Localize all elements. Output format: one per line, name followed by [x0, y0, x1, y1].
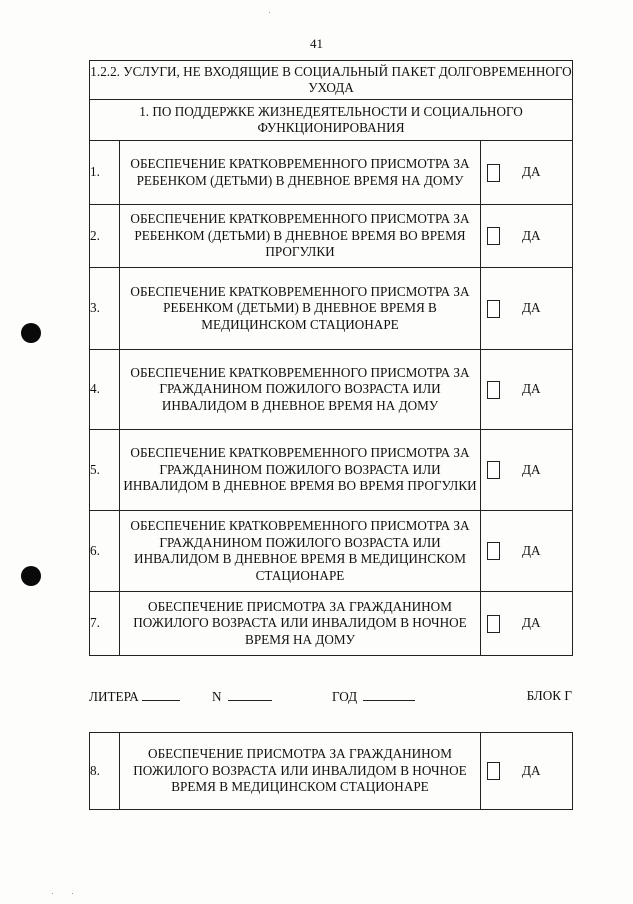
yes-checkbox[interactable]	[487, 227, 500, 245]
service-description: ОБЕСПЕЧЕНИЕ КРАТКОВРЕМЕННОГО ПРИСМОТРА ЗА ГРАЖДАНИНОМ ПОЖИЛОГО ВОЗРАСТА ИЛИ ИНВАЛИДОМ В ДНЕВНОЕ ВРЕМЯ В МЕДИЦИНСКОМ СТАЦИОНАРЕ	[120, 511, 481, 592]
service-row	[90, 733, 573, 810]
yes-checkbox[interactable]	[487, 461, 500, 479]
yes-label: ДА	[522, 461, 541, 477]
row-number: 2.	[90, 205, 120, 268]
punch-hole-bottom	[21, 566, 41, 586]
yes-label: ДА	[522, 164, 541, 180]
yes-label: ДА	[522, 300, 541, 316]
yes-label: ДА	[522, 227, 541, 243]
service-description: ОБЕСПЕЧЕНИЕ ПРИСМОТРА ЗА ГРАЖДАНИНОМ ПОЖИЛОГО ВОЗРАСТА ИЛИ ИНВАЛИДОМ В НОЧНОЕ ВРЕМЯ НА ДОМУ	[120, 592, 481, 656]
yes-checkbox[interactable]	[487, 300, 500, 318]
service-row	[90, 511, 573, 592]
section-title: 1.2.2. УСЛУГИ, НЕ ВХОДЯЩИЕ В СОЦИАЛЬНЫЙ ПАКЕТ ДОЛГОВРЕМЕННОГО УХОДА	[90, 61, 573, 100]
punch-hole-top	[21, 323, 41, 343]
yes-checkbox[interactable]	[487, 164, 500, 182]
row-number: 5.	[90, 430, 120, 511]
service-row	[90, 205, 573, 268]
block-label: БЛОК Г	[526, 688, 572, 703]
page-number: 41	[310, 36, 323, 51]
yes-label: ДА	[522, 615, 541, 631]
yes-checkbox[interactable]	[487, 381, 500, 399]
service-description: ОБЕСПЕЧЕНИЕ КРАТКОВРЕМЕННОГО ПРИСМОТРА ЗА ГРАЖДАНИНОМ ПОЖИЛОГО ВОЗРАСТА ИЛИ ИНВАЛИДОМ В ДНЕВНОЕ ВРЕМЯ ВО ВРЕМЯ ПРОГУЛКИ	[120, 430, 481, 511]
yes-label: ДА	[522, 542, 541, 558]
services-table-continued	[89, 732, 573, 810]
row-number: 6.	[90, 511, 120, 592]
scan-speck	[72, 893, 73, 894]
yes-label: ДА	[522, 381, 541, 397]
service-row	[90, 350, 573, 430]
service-description: ОБЕСПЕЧЕНИЕ ПРИСМОТРА ЗА ГРАЖДАНИНОМ ПОЖИЛОГО ВОЗРАСТА ИЛИ ИНВАЛИДОМ В НОЧНОЕ ВРЕМЯ В МЕДИЦИНСКОМ СТАЦИОНАРЕ	[120, 733, 481, 810]
yes-checkbox[interactable]	[487, 542, 500, 560]
n-field[interactable]	[228, 688, 272, 701]
service-description: ОБЕСПЕЧЕНИЕ КРАТКОВРЕМЕННОГО ПРИСМОТРА ЗА ГРАЖДАНИНОМ ПОЖИЛОГО ВОЗРАСТА ИЛИ ИНВАЛИДОМ В ДНЕВНОЕ ВРЕМЯ НА ДОМУ	[120, 350, 481, 430]
service-row	[90, 268, 573, 350]
year-label: ГОД	[332, 689, 358, 704]
service-description: ОБЕСПЕЧЕНИЕ КРАТКОВРЕМЕННОГО ПРИСМОТРА ЗА РЕБЕНКОМ (ДЕТЬМИ) В ДНЕВНОЕ ВРЕМЯ НА ДОМУ	[120, 141, 481, 205]
row-number: 1.	[90, 141, 120, 205]
scan-speck	[269, 12, 270, 13]
row-number: 3.	[90, 268, 120, 350]
scan-speck	[52, 893, 53, 894]
row-number: 7.	[90, 592, 120, 656]
n-label: N	[212, 689, 222, 704]
service-row	[90, 592, 573, 656]
subsection-header-row	[90, 100, 573, 141]
service-description: ОБЕСПЕЧЕНИЕ КРАТКОВРЕМЕННОГО ПРИСМОТРА ЗА РЕБЕНКОМ (ДЕТЬМИ) В ДНЕВНОЕ ВРЕМЯ В МЕДИЦИНСКОМ СТАЦИОНАРЕ	[120, 268, 481, 350]
yes-checkbox[interactable]	[487, 615, 500, 633]
subsection-title: 1. ПО ПОДДЕРЖКЕ ЖИЗНЕДЕЯТЕЛЬНОСТИ И СОЦИАЛЬНОГО ФУНКЦИОНИРОВАНИЯ	[90, 100, 573, 141]
row-number: 4.	[90, 350, 120, 430]
litera-field[interactable]	[142, 688, 180, 701]
service-row	[90, 430, 573, 511]
service-row	[90, 141, 573, 205]
row-number: 8.	[90, 733, 120, 810]
services-table	[89, 60, 573, 656]
service-description: ОБЕСПЕЧЕНИЕ КРАТКОВРЕМЕННОГО ПРИСМОТРА ЗА РЕБЕНКОМ (ДЕТЬМИ) В ДНЕВНОЕ ВРЕМЯ ВО ВРЕМЯ ПРОГУЛКИ	[120, 205, 481, 268]
litera-label: ЛИТЕРА	[89, 689, 139, 704]
yes-checkbox[interactable]	[487, 762, 500, 780]
section-header-row	[90, 61, 573, 100]
year-field[interactable]	[363, 688, 415, 701]
yes-label: ДА	[522, 762, 541, 778]
